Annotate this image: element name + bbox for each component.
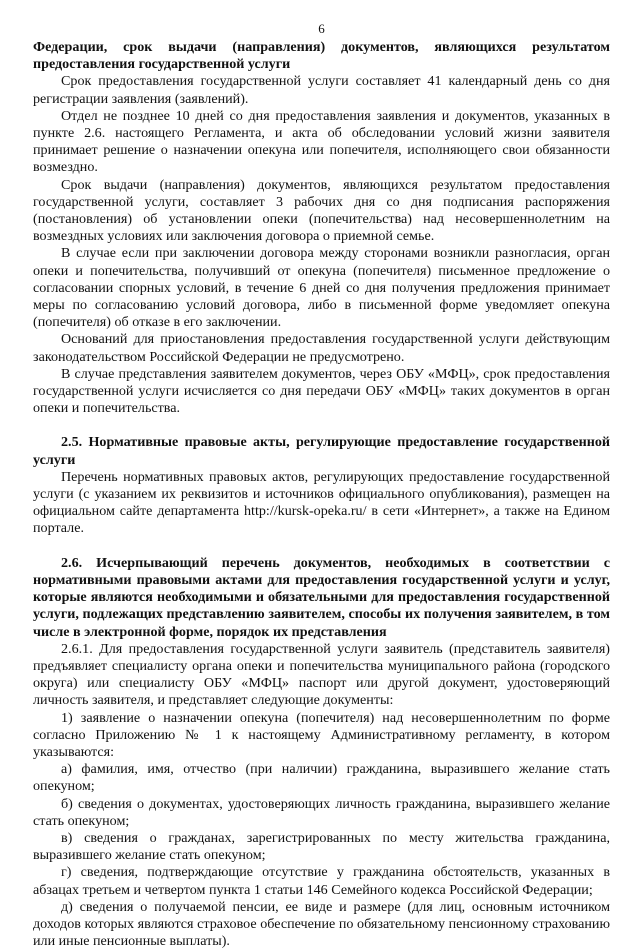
paragraph: Оснований для приостановления предоставления государственной услуги действующим законодательством Российской Федерации не предусмотрено. [33,331,610,365]
paragraph: Отдел не позднее 10 дней со дня предоставления заявления и документов, указанных в пункте 2.6. настоящего Регламента, и акта об обследовании условий жизни заявителя принимает решение о назначении опекуна или попечителя, исполняющего свои обязанности возмездно. [33,107,610,176]
paragraph: Срок предоставления государственной услуги составляет 41 календарный день со дня регистрации заявления (заявлений). [33,73,610,107]
list-item: а) фамилия, имя, отчество (при наличии) гражданина, выразившего желание стать опекуном; [33,761,610,795]
list-item: 1) заявление о назначении опекуна (попечителя) над несовершеннолетним по форме согласно Приложению № 1 к настоящему Административному регламенту, в котором указываются: [33,709,610,760]
list-item: б) сведения о документах, удостоверяющих личность гражданина, выразившего желание стать опекуном; [33,795,610,829]
list-item: д) сведения о получаемой пенсии, ее виде и размере (для лиц, основным источником доходов которых являются страховое обеспечение по обязательному пенсионному страхованию или иные пенсионные выплаты). [33,898,610,950]
paragraph: 2.6.1. Для предоставления государственной услуги заявитель (представитель заявителя) предъявляет специалисту органа опеки и попечительства муниципального района (городского округа) или специалисту ОБУ «МФЦ» паспорт или другой документ, удостоверяющий личность заявителя, и представляет следующие документы: [33,640,610,709]
heading-continuation: Федерации, срок выдачи (направления) документов, являющихся результатом предоставления государственной услуги [33,39,610,73]
paragraph: Перечень нормативных правовых актов, регулирующих предоставление государственной услуги (с указанием их реквизитов и источников официального опубликования), размещен на официальном сайте департамента http://kursk-opeka.ru/ в сети «Интернет», а также на Едином портале. [33,468,610,537]
section-gap [33,538,610,555]
list-item: г) сведения, подтверждающие отсутствие у гражданина обстоятельств, указанных в абзацах третьем и четвертом пункта 1 статьи 146 Семейного кодекса Российской Федерации; [33,864,610,898]
section-heading-2-5: 2.5. Нормативные правовые акты, регулирующие предоставление государственной услуги [33,434,610,468]
page-number: 6 [318,21,325,36]
paragraph: В случае представления заявителем документов, через ОБУ «МФЦ», срок предоставления государственной услуги исчисляется со дня передачи ОБУ «МФЦ» таких документов в орган опеки и попечительства. [33,365,610,417]
paragraph: В случае если при заключении договора между сторонами возникли разногласия, орган опеки и попечительства, получивший от опекуна (попечителя) письменное предложение о согласовании спорных условий, в течение 6 дней со дня получения предложения принимает меры по согласованию условий договора, либо в письменной форме уведомляет опекуна (попечителя) об отказе в его заключении. [33,245,610,331]
list-item: в) сведения о гражданах, зарегистрированных по месту жительства гражданина, выразившего желание стать опекуном; [33,829,610,864]
paragraph: Срок выдачи (направления) документов, являющихся результатом предоставления государственной услуги, составляет 3 рабочих дня со дня подписания распоряжения (постановления) об установлении опеки (попечительства) над несовершеннолетним на возмездных условиях или заключения договора о приемной семье. [33,176,610,245]
section-heading-2-6: 2.6. Исчерпывающий перечень документов, необходимых в соответствии с нормативными правовыми актами для предоставления государственной услуги и услуг, которые являются необходимыми и обязательными для предоставления государственной услуги, подлежащих представлению заявителем, способы их получения заявителем, в том числе в электронной форме, порядок их представления [33,554,610,640]
section-gap [33,417,610,434]
